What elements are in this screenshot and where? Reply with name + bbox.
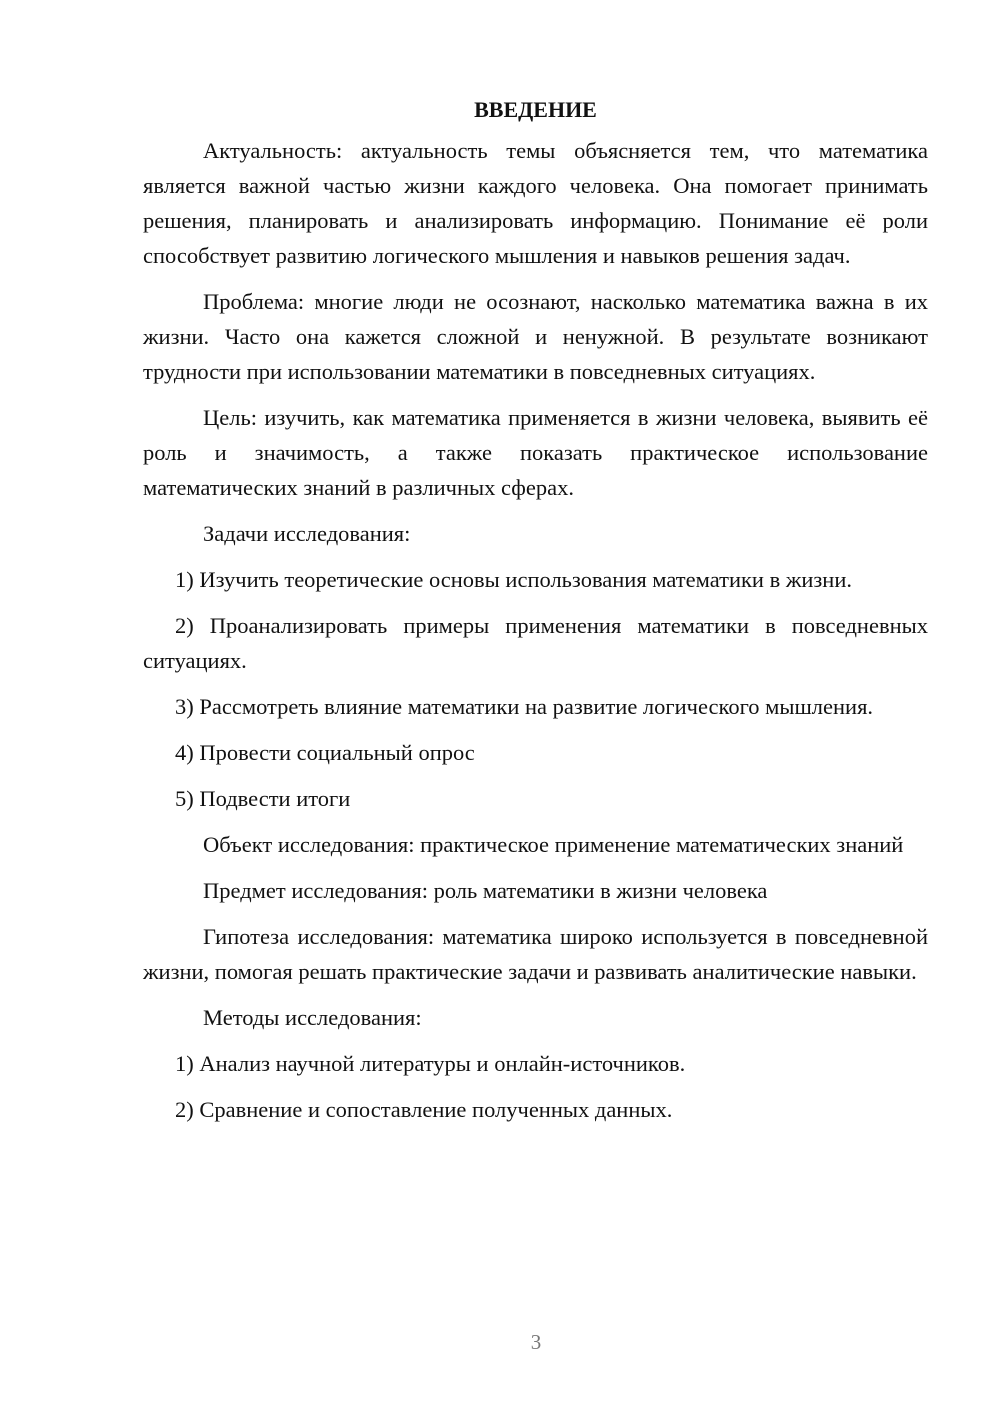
page-content (143, 92, 928, 1138)
object-paragraph: Объект исследования: практическое применение математических знаний (203, 832, 904, 857)
page-number: 3 (530, 1330, 542, 1354)
methods-heading: Методы исследования: (203, 1005, 422, 1030)
hypothesis-paragraph: Гипотеза исследования: математика широко используется в повседневной жизни, помогая решать практические задачи и развивать аналитические навыки. (143, 924, 928, 984)
section-title: ВВЕДЕНИЕ (474, 97, 597, 122)
task-item: 1) Изучить теоретические основы использования математики в жизни. (175, 567, 853, 592)
task-item: 4) Провести социальный опрос (175, 740, 475, 765)
relevance-paragraph: Актуальность: актуальность темы объясняется тем, что математика является важной частью жизни каждого человека. Она помогает принимать решения, планировать и анализировать информацию. Понимание её роли способствует развитию логического мышления и навыков решения задач. (143, 138, 928, 268)
tasks-heading: Задачи исследования: (203, 521, 411, 546)
subject-paragraph: Предмет исследования: роль математики в жизни человека (203, 878, 768, 903)
task-item: 3) Рассмотреть влияние математики на развитие логического мышления. (175, 694, 874, 719)
task-item: 2) Проанализировать примеры применения математики в повседневных ситуациях. (143, 613, 928, 673)
method-item: 2) Сравнение и сопоставление полученных данных. (175, 1097, 673, 1122)
task-item: 5) Подвести итоги (175, 786, 351, 811)
problem-paragraph: Проблема: многие люди не осознают, насколько математика важна в их жизни. Часто она кажется сложной и ненужной. В результате возникают трудности при использовании математики в повседневных ситуациях. (143, 289, 928, 384)
goal-paragraph: Цель: изучить, как математика применяется в жизни человека, выявить её роль и значимость, а также показать практическое использование математических знаний в различных сферах. (143, 405, 928, 500)
method-item: 1) Анализ научной литературы и онлайн-источников. (175, 1051, 686, 1076)
